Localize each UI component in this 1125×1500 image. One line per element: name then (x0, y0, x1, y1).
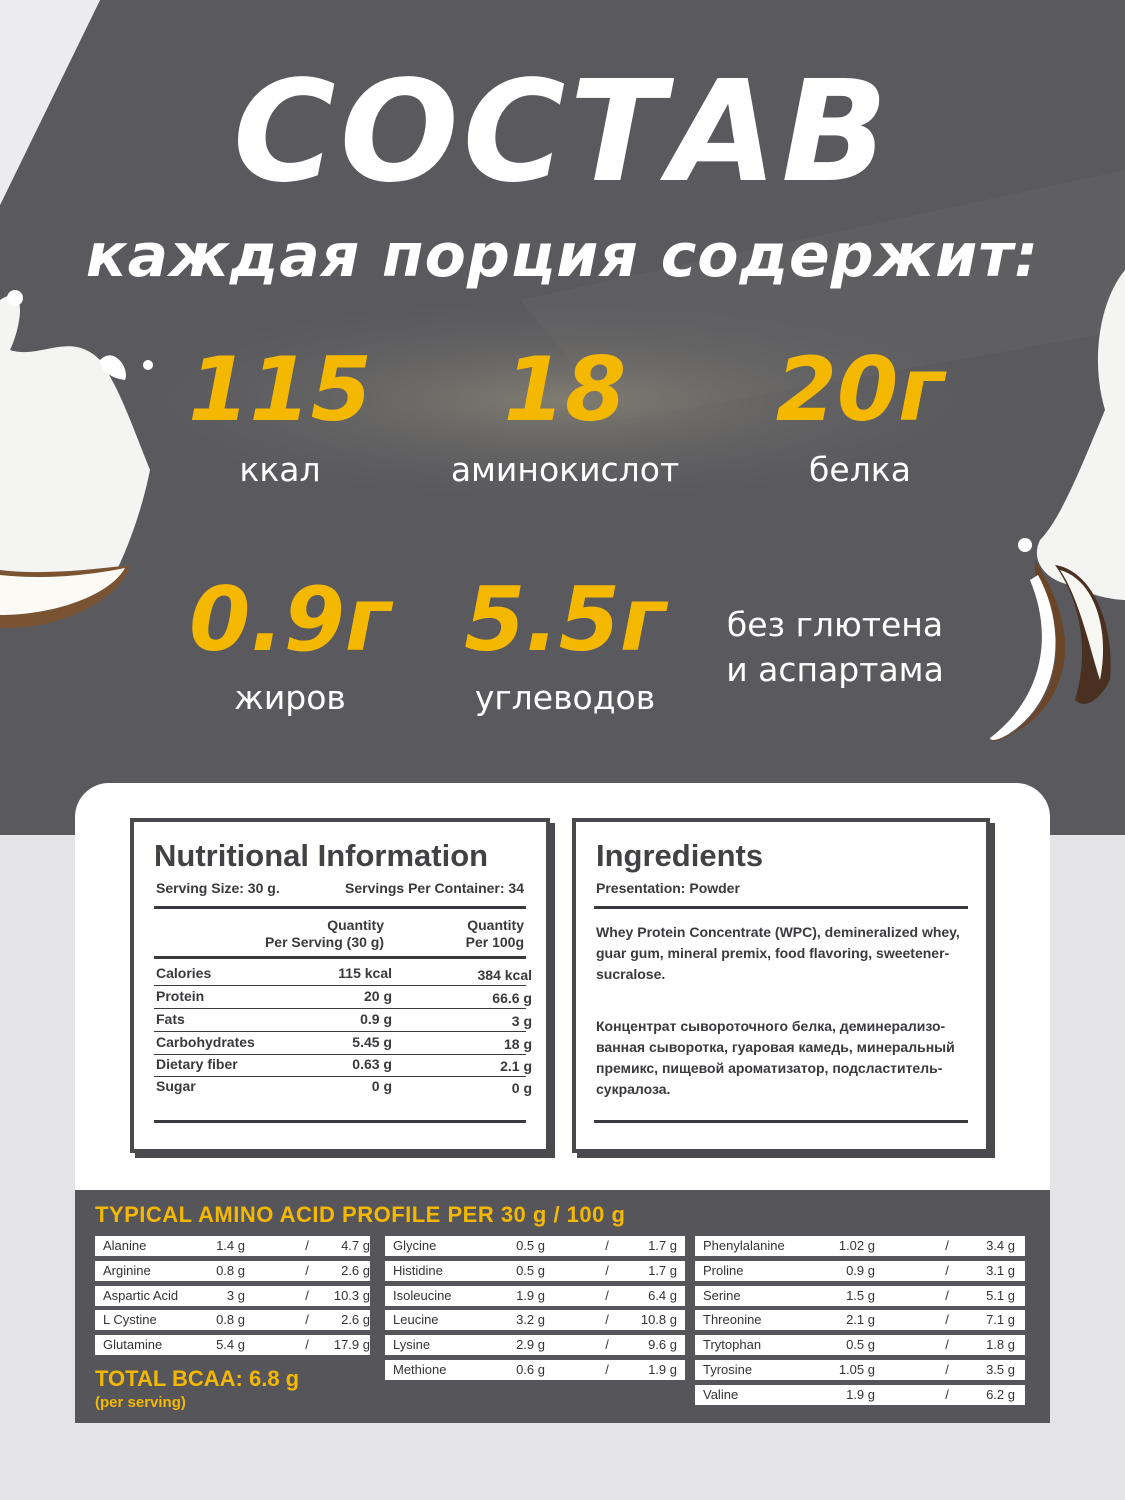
amino-per-100g: 3.1 g (986, 1262, 1015, 1278)
stat-carbs-value: 5.5г (464, 568, 666, 671)
nutrition-panel (130, 818, 550, 1153)
amino-acid-row (695, 1335, 1025, 1355)
amino-acid-name: Lysine (393, 1337, 431, 1353)
stat-fats-value: 0.9г (189, 568, 391, 671)
col-per-100g-header: Quantity Per 100g (465, 917, 524, 950)
amino-acid-name: Isoleucine (393, 1287, 452, 1303)
nutrient-name: Carbohydrates (156, 1034, 255, 1050)
amino-per-serving: 5.4 g (216, 1337, 245, 1353)
page-title: СОСТАВ (232, 51, 893, 214)
amino-per-serving: 1.9 g (516, 1287, 545, 1303)
amino-acid-name: Methione (393, 1362, 447, 1377)
amino-acid-name: Glycine (393, 1238, 437, 1253)
page-subtitle: каждая порция содержит: (85, 221, 1040, 291)
amino-acid-row (695, 1385, 1025, 1405)
amino-acid-name: Threonine (703, 1312, 762, 1328)
amino-separator: / (605, 1337, 609, 1353)
amino-separator: / (945, 1362, 949, 1377)
amino-acid-name: L Cystine (103, 1312, 157, 1328)
amino-per-serving: 0.8 g (216, 1262, 245, 1278)
amino-per-serving: 2.1 g (846, 1312, 875, 1328)
presentation: Presentation: Powder (596, 880, 740, 896)
per-serving-value: 5.45 g (352, 1034, 392, 1050)
amino-per-100g: 4.7 g (341, 1238, 370, 1253)
nutrition-row (156, 1034, 532, 1056)
amino-acid-name: Trytophan (703, 1337, 762, 1353)
amino-acid-row (385, 1236, 685, 1256)
per-serving-value: 0.63 g (352, 1056, 392, 1072)
ingredients-panel (572, 818, 990, 1153)
amino-acid-name: Valine (703, 1386, 739, 1402)
amino-per-100g: 1.7 g (648, 1262, 677, 1278)
amino-acid-row (385, 1360, 685, 1380)
amino-acid-name: Arginine (103, 1262, 151, 1278)
amino-separator: / (945, 1262, 949, 1278)
amino-separator: / (945, 1337, 949, 1353)
amino-per-serving: 1.05 g (838, 1362, 875, 1377)
amino-acid-row (95, 1335, 370, 1355)
bcaa-total: TOTAL BCAA: 6.8 g (95, 1366, 300, 1391)
amino-acid-row (95, 1236, 370, 1256)
amino-per-serving: 0.5 g (516, 1238, 545, 1253)
nutrition-row (156, 1078, 532, 1100)
amino-acid-row (695, 1261, 1025, 1281)
nutrition-row (156, 988, 532, 1010)
amino-per-100g: 7.1 g (986, 1312, 1015, 1328)
bcaa-note: (per serving) (95, 1394, 186, 1411)
amino-per-serving: 0.8 g (216, 1312, 245, 1328)
amino-separator: / (605, 1238, 609, 1253)
nutrient-name: Sugar (156, 1078, 196, 1094)
amino-separator: / (605, 1262, 609, 1278)
amino-separator: / (305, 1312, 309, 1328)
amino-per-100g: 6.4 g (648, 1287, 677, 1303)
stat-amino-value: 18 (503, 338, 627, 441)
nutrient-name: Protein (156, 988, 205, 1004)
amino-acid-row (695, 1360, 1025, 1380)
amino-separator: / (305, 1238, 309, 1253)
amino-acid-row (95, 1286, 370, 1306)
nutrition-row (156, 965, 532, 987)
note-line-2: и аспартама (726, 650, 944, 689)
amino-separator: / (945, 1287, 949, 1303)
amino-separator: / (605, 1312, 609, 1328)
nutrient-name: Calories (156, 965, 212, 981)
amino-acid-row (695, 1310, 1025, 1330)
amino-per-serving: 2.9 g (516, 1337, 545, 1353)
per-100g-value: 0 g (511, 1080, 532, 1096)
nutrition-title: Nutritional Information (154, 838, 489, 873)
amino-acid-row (95, 1310, 370, 1330)
per-100g-value: 384 kcal (477, 967, 532, 983)
amino-separator: / (305, 1287, 309, 1303)
amino-acid-name: Leucine (393, 1312, 439, 1328)
amino-acid-name: Histidine (393, 1262, 443, 1278)
ingredients-title: Ingredients (596, 838, 764, 873)
amino-acid-name: Serine (703, 1287, 741, 1303)
amino-per-100g: 5.1 g (986, 1287, 1015, 1303)
per-serving-value: 0.9 g (360, 1011, 392, 1027)
amino-separator: / (605, 1287, 609, 1303)
per-100g-value: 66.6 g (492, 990, 532, 1006)
amino-per-100g: 9.6 g (648, 1337, 677, 1353)
amino-acid-row (695, 1236, 1025, 1256)
amino-separator: / (305, 1262, 309, 1278)
amino-acid-name: Alanine (103, 1238, 147, 1253)
amino-per-serving: 0.9 g (846, 1262, 875, 1278)
amino-per-100g: 6.2 g (986, 1386, 1015, 1402)
amino-per-serving: 0.5 g (516, 1262, 545, 1278)
per-serving-value: 0 g (371, 1078, 392, 1094)
serving-size: Serving Size: 30 g. (156, 880, 280, 896)
col-per-serving-header: Quantity Per Serving (30 g) (264, 917, 384, 950)
amino-per-100g: 1.9 g (648, 1362, 677, 1377)
nutrient-name: Dietary fiber (156, 1056, 238, 1072)
per-100g-value: 3 g (511, 1013, 532, 1029)
amino-per-100g: 10.8 g (640, 1312, 677, 1328)
amino-per-100g: 17.9 g (333, 1337, 370, 1353)
amino-per-serving: 0.6 g (516, 1362, 545, 1377)
amino-acid-row (385, 1310, 685, 1330)
ingredients-en: Whey Protein Concentrate (WPC), demineralized whey, guar gum, mineral premix, food flavoring, sweetener- sucralose. (596, 924, 960, 982)
amino-per-100g: 1.8 g (986, 1337, 1015, 1353)
amino-per-100g: 10.3 g (333, 1287, 370, 1303)
nutrient-name: Fats (156, 1011, 185, 1027)
amino-per-100g: 1.7 g (648, 1238, 677, 1253)
amino-per-serving: 1.9 g (846, 1386, 875, 1402)
amino-acid-row (95, 1261, 370, 1281)
amino-acid-name: Tyrosine (703, 1362, 753, 1377)
amino-acid-row (385, 1335, 685, 1355)
nutrition-row (156, 1056, 532, 1078)
amino-title: TYPICAL AMINO ACID PROFILE PER 30 g / 100 g (95, 1202, 626, 1227)
amino-acid-name: Aspartic Acid (103, 1287, 179, 1303)
amino-per-100g: 3.4 g (986, 1238, 1015, 1253)
gluten-free-note (700, 602, 970, 692)
amino-per-100g: 2.6 g (341, 1312, 370, 1328)
amino-per-100g: 3.5 g (986, 1362, 1015, 1377)
stat-calories-value: 115 (188, 338, 372, 441)
amino-acid-section (75, 1190, 1050, 1423)
amino-separator: / (945, 1312, 949, 1328)
amino-acid-name: Phenylalanine (703, 1238, 785, 1253)
per-serving-value: 20 g (363, 988, 392, 1004)
ingredients-ru: Концентрат сывороточного белка, деминерализо- ванная сыворотка, гуаровая камедь, минеральный премикс, пищевой ароматизатор, подсластитель- сукралоза. (596, 1018, 955, 1097)
amino-per-serving: 0.5 g (846, 1337, 875, 1353)
amino-per-serving: 1.5 g (846, 1287, 875, 1303)
per-serving-value: 115 kcal (338, 965, 392, 981)
amino-acid-name: Proline (703, 1262, 744, 1278)
stat-protein-value: 20г (775, 338, 945, 441)
amino-separator: / (945, 1386, 949, 1402)
amino-per-100g: 2.6 g (341, 1262, 370, 1278)
amino-acid-row (385, 1261, 685, 1281)
amino-acid-row (385, 1286, 685, 1306)
stat-protein-label: белка (809, 450, 911, 489)
amino-separator: / (605, 1362, 609, 1377)
stat-carbs-label: углеводов (474, 678, 656, 717)
nutrition-row (156, 1011, 532, 1033)
amino-per-serving: 3 g (226, 1287, 245, 1303)
stat-calories-label: ккал (239, 450, 321, 489)
amino-acid-row (695, 1286, 1025, 1306)
amino-per-serving: 1.02 g (838, 1238, 875, 1253)
amino-per-serving: 1.4 g (216, 1238, 245, 1253)
amino-separator: / (305, 1337, 309, 1353)
amino-acid-name: Glutamine (103, 1337, 163, 1353)
amino-per-serving: 3.2 g (516, 1312, 545, 1328)
stat-fats-label: жиров (234, 678, 346, 717)
per-100g-value: 2.1 g (500, 1058, 532, 1074)
note-line-1: без глютена (726, 605, 944, 644)
amino-separator: / (945, 1238, 949, 1253)
per-100g-value: 18 g (503, 1036, 532, 1052)
stat-amino-label: аминокислот (450, 450, 680, 489)
servings-per-container: Servings Per Container: 34 (345, 880, 524, 896)
